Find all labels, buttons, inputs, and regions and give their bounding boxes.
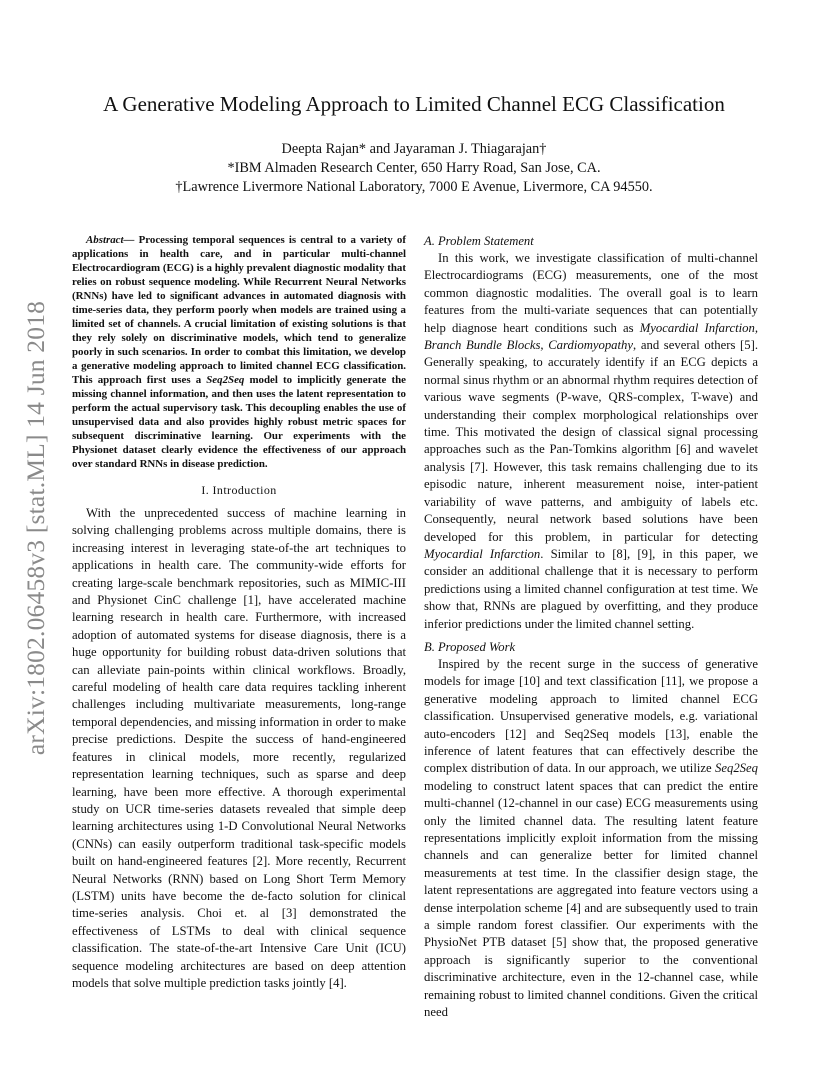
problem-statement-paragraph — [424, 250, 758, 633]
introduction-paragraph: With the unprecedented success of machine learning in solving challenging problems across multiple domains, there is increasing interest in leveraging state-of-the art techniques to applications in health care. The community-wide efforts for creating large-scale benchmark repositories, such as MIMIC-III and Physionet CinC challenge [1], have accelerated machine learning research in health care. Furthermore, with increased adoption of automated systems for disease diagnosis, there is a huge opportunity for building robust data-driven solutions that can alleviate pain-points within clinical workflows. Broadly, careful modeling of health care data requires tackling inherent challenges including multivariate measurements, long-range temporal dependencies, and missing information in order to make precise predictions. Despite the success of hand-engineered features in clinical models, more recently, regularized representation learning techniques, such as sparse and deep learning, have been more effective. A thorough experimental study on UCR time-series datasets revealed that simple deep learning architectures using 1-D Convolutional Neural Networks (CNNs) can easily outperform traditional task-specific models built on hand-engineered features [2]. More recently, Recurrent Neural Networks (RNN) based on Long Short Term Memory (LSTM) units have become the de-facto solution for clinical time-series analysis. Choi et. al [3] demonstrated the effectiveness of LSTMs to deal with clinical sequence classification. The state-of-the-art Intensive Care Unit (ICU) sequence modeling architectures are based on deep attention models that solve multiple prediction tasks jointly [4]. — [72, 506, 406, 990]
abstract-lead: Abstract— — [86, 234, 135, 246]
problem-emph-2: Myocardial Infarction — [424, 546, 541, 561]
problem-text-1: In this work, we investigate classification of multi-channel Electrocardiograms (ECG) measurements, one of the most common diagnostic modalities. The overall goal is to learn features from the multi-variate sequences that can potentially help diagnose heart conditions such as — [424, 251, 758, 335]
left-column — [72, 233, 406, 992]
abstract-emph: Seq2Seq — [206, 374, 245, 386]
author-block — [70, 140, 758, 197]
abstract-text-1: Processing temporal sequences is central to a variety of applications in health care, and in particular multi-channel Electrocardiogram (ECG) is a highly prevalent diagnostic modality that relies on robust sequence modeling. While Recurrent Neural Networks (RNNs) have led to significant advances in automated diagnosis with time-series data, they perform poorly when models are trained using a limited set of channels. A crucial limitation of existing solutions is that they rely solely on discriminative models, which tend to generalize poorly in such scenarios. In order to combat this limitation, we develop a generative modeling approach to limited channel ECG classification. This approach first uses a — [72, 234, 406, 386]
arxiv-stamp — [8, 283, 64, 773]
proposed-emph: Seq2Seq — [715, 761, 758, 776]
problem-emph-1: Myocardial Infarction, Branch Bundle Blocks, Cardiomyopathy — [424, 320, 758, 353]
affiliation-ibm: *IBM Almaden Research Center, 650 Harry Road, San Jose, CA. — [227, 160, 601, 176]
author-names: Deepta Rajan* and Jayaraman J. Thiagarajan† — [281, 141, 547, 157]
subsection-heading-proposed-work: B. Proposed Work — [424, 639, 516, 654]
proposed-text-2: modeling to construct latent spaces that can predict the entire multi-channel (12-channel in our case) ECG measurements using only the limited channel data. The resulting latent feature representations implicitly exploit information from the missing channels and can generalize better for limited channel measurements at test time. In the classifier design stage, the latent representations are aggregated into feature vectors using a dense interpolation scheme [4] and are subsequently used to train a simple random forest classifier. Our experiments with the PhysioNet PTB dataset [5] show that, the proposed generative approach is significantly superior to the conventional discriminative architecture, even in the 12-channel case, while remaining robust to limited channel conditions. Given the critical need — [424, 778, 758, 1020]
problem-text-3: . Similar to [8], [9], in this paper, we consider an additional challenge that it is necessary to perform predictions using a limited channel configuration at test time. We show that, RNNs are plagued by overfitting, and they produce inferior predictions under the limited channel setting. — [424, 546, 758, 631]
problem-text-2: , and several others [5]. Generally speaking, to accurately identify if an ECG depicts a normal sinus rhythm or an abnormal rhythm requires detection of various wave segments (P-wave, QRS-complex, T-wave) and understanding their complex morphological relationships over time. This motivated the design of classical signal processing approaches such as the Pan-Tomkins algorithm [6] and wavelet analysis [7]. However, this task remains challenging due to its episodic nature, inherent measurement noise, inter-patient variability of wave patterns, and ambiguity of labels etc. Consequently, neural network based solutions have been developed for this problem, in particular for detecting — [424, 338, 758, 544]
abstract-text-2: model to implicitly generate the missing channel information, and then uses the latent representation to perform the actual supervisory task. This decoupling enables the use of unsupervised data and also provides highly robust metric spaces for subsequent discriminative learning. Our experiments with the Physionet dataset clearly evidence the effectiveness of our approach over standard RNNs in disease prediction. — [72, 374, 406, 470]
abstract — [72, 233, 406, 471]
affiliation-llnl: †Lawrence Livermore National Laboratory, 7000 E Avenue, Livermore, CA 94550. — [175, 179, 653, 195]
arxiv-stamp-text: arXiv:1802.06458v3 [stat.ML] 14 Jun 2018 — [21, 300, 50, 756]
paper-title: A Generative Modeling Approach to Limited Channel ECG Classification — [103, 92, 725, 116]
proposed-work-paragraph — [424, 656, 758, 1022]
right-column — [424, 233, 758, 1021]
subsection-heading-problem-statement: A. Problem Statement — [424, 234, 534, 248]
proposed-text-1: Inspired by the recent surge in the success of generative models for image [10] and text classification [11], we propose a generative modeling approach to limited channel ECG classification. Unsupervised generative models, e.g. variational auto-encoders [12] and Seq2Seq models [13], enable the inference of latent features that can effectively describe the complex distribution of data. In our approach, we utilize — [424, 656, 758, 776]
section-heading-introduction: I. Introduction — [201, 483, 277, 497]
